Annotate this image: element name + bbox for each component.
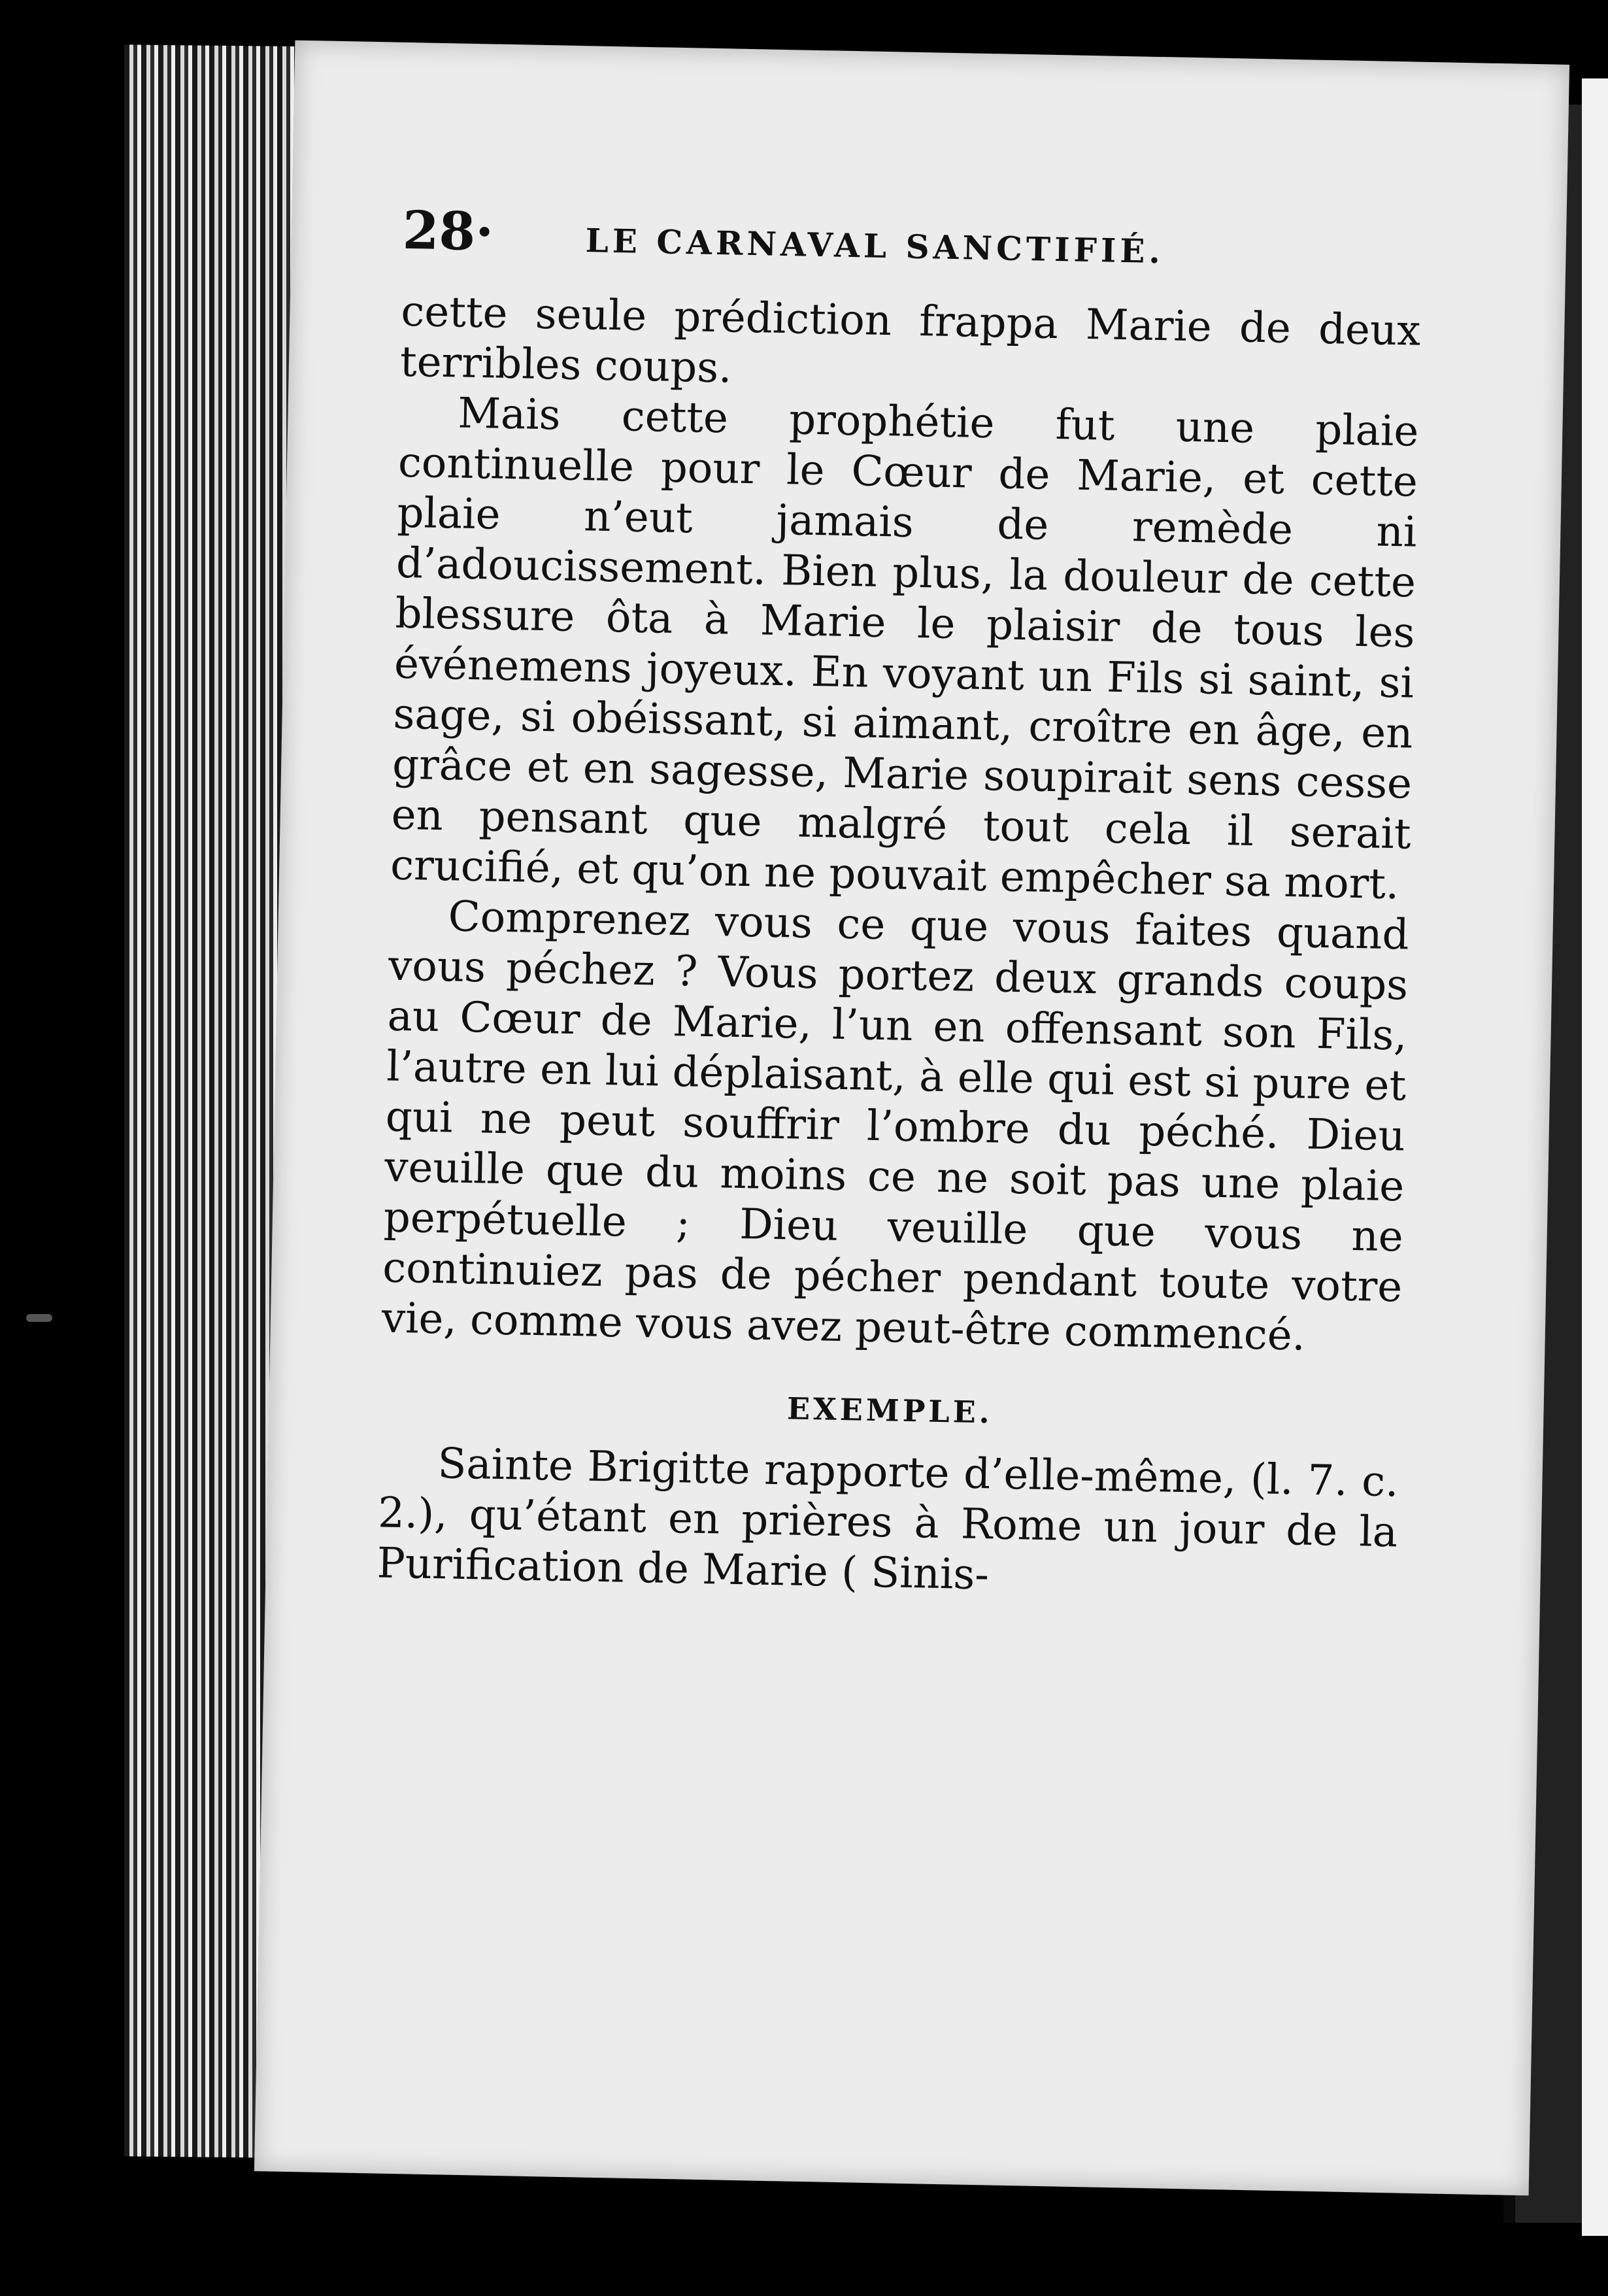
- example-heading: EXEMPLE.: [786, 1391, 994, 1430]
- page-number: 28·: [402, 199, 494, 263]
- running-title: LE CARNAVAL SANCTIFIÉ.: [585, 221, 1165, 271]
- stray-mark: [26, 1314, 52, 1322]
- book-page: [254, 41, 1569, 2196]
- paragraph-1: cette seule prédiction frappa Marie de deux terribles coups.: [399, 287, 1421, 393]
- facing-page-edge: [1582, 78, 1608, 2236]
- page-header: [402, 199, 1423, 280]
- example-paragraph: Sainte Brigitte rapporte d’elle-même, (l. 7. c. 2.), qu’étant en prières à Rome un jour de la Purification de Marie ( Sinis-: [377, 1440, 1399, 1600]
- body-text: [377, 287, 1421, 1609]
- paragraph-3: Comprenez vous ce que vous faites quand vous péchez ? Vous portez deux grands coups au Cœur de Marie, l’un en offensant son Fils, l’autre en lui déplaisant, à elle qui est si pure et qui ne peut souffrir l’ombre du péché. Dieu veuille que du moins ce ne soit pas une plaie perpétuelle ; Dieu veuille que vous ne continuiez pas de pécher pendant toute votre vie, comme vous avez peut-être commencé.: [381, 892, 1410, 1360]
- page-content: [377, 199, 1423, 1609]
- paragraph-2: Mais cette prophétie fut une plaie continuelle pour le Cœur de Marie, et cette plaie n’eut jamais de remède ni d’adoucissement. Bien plus, la douleur de cette blessure ôta à Marie le plaisir de tous les événemens joyeux. En voyant un Fils si saint, si sage, si obéissant, si aimant, croître en âge, en grâce et en sagesse, Marie soupirait sens cesse en pensant que malgré tout cela il serait crucifié, et qu’on ne pouvait empêcher sa mort.: [390, 389, 1419, 909]
